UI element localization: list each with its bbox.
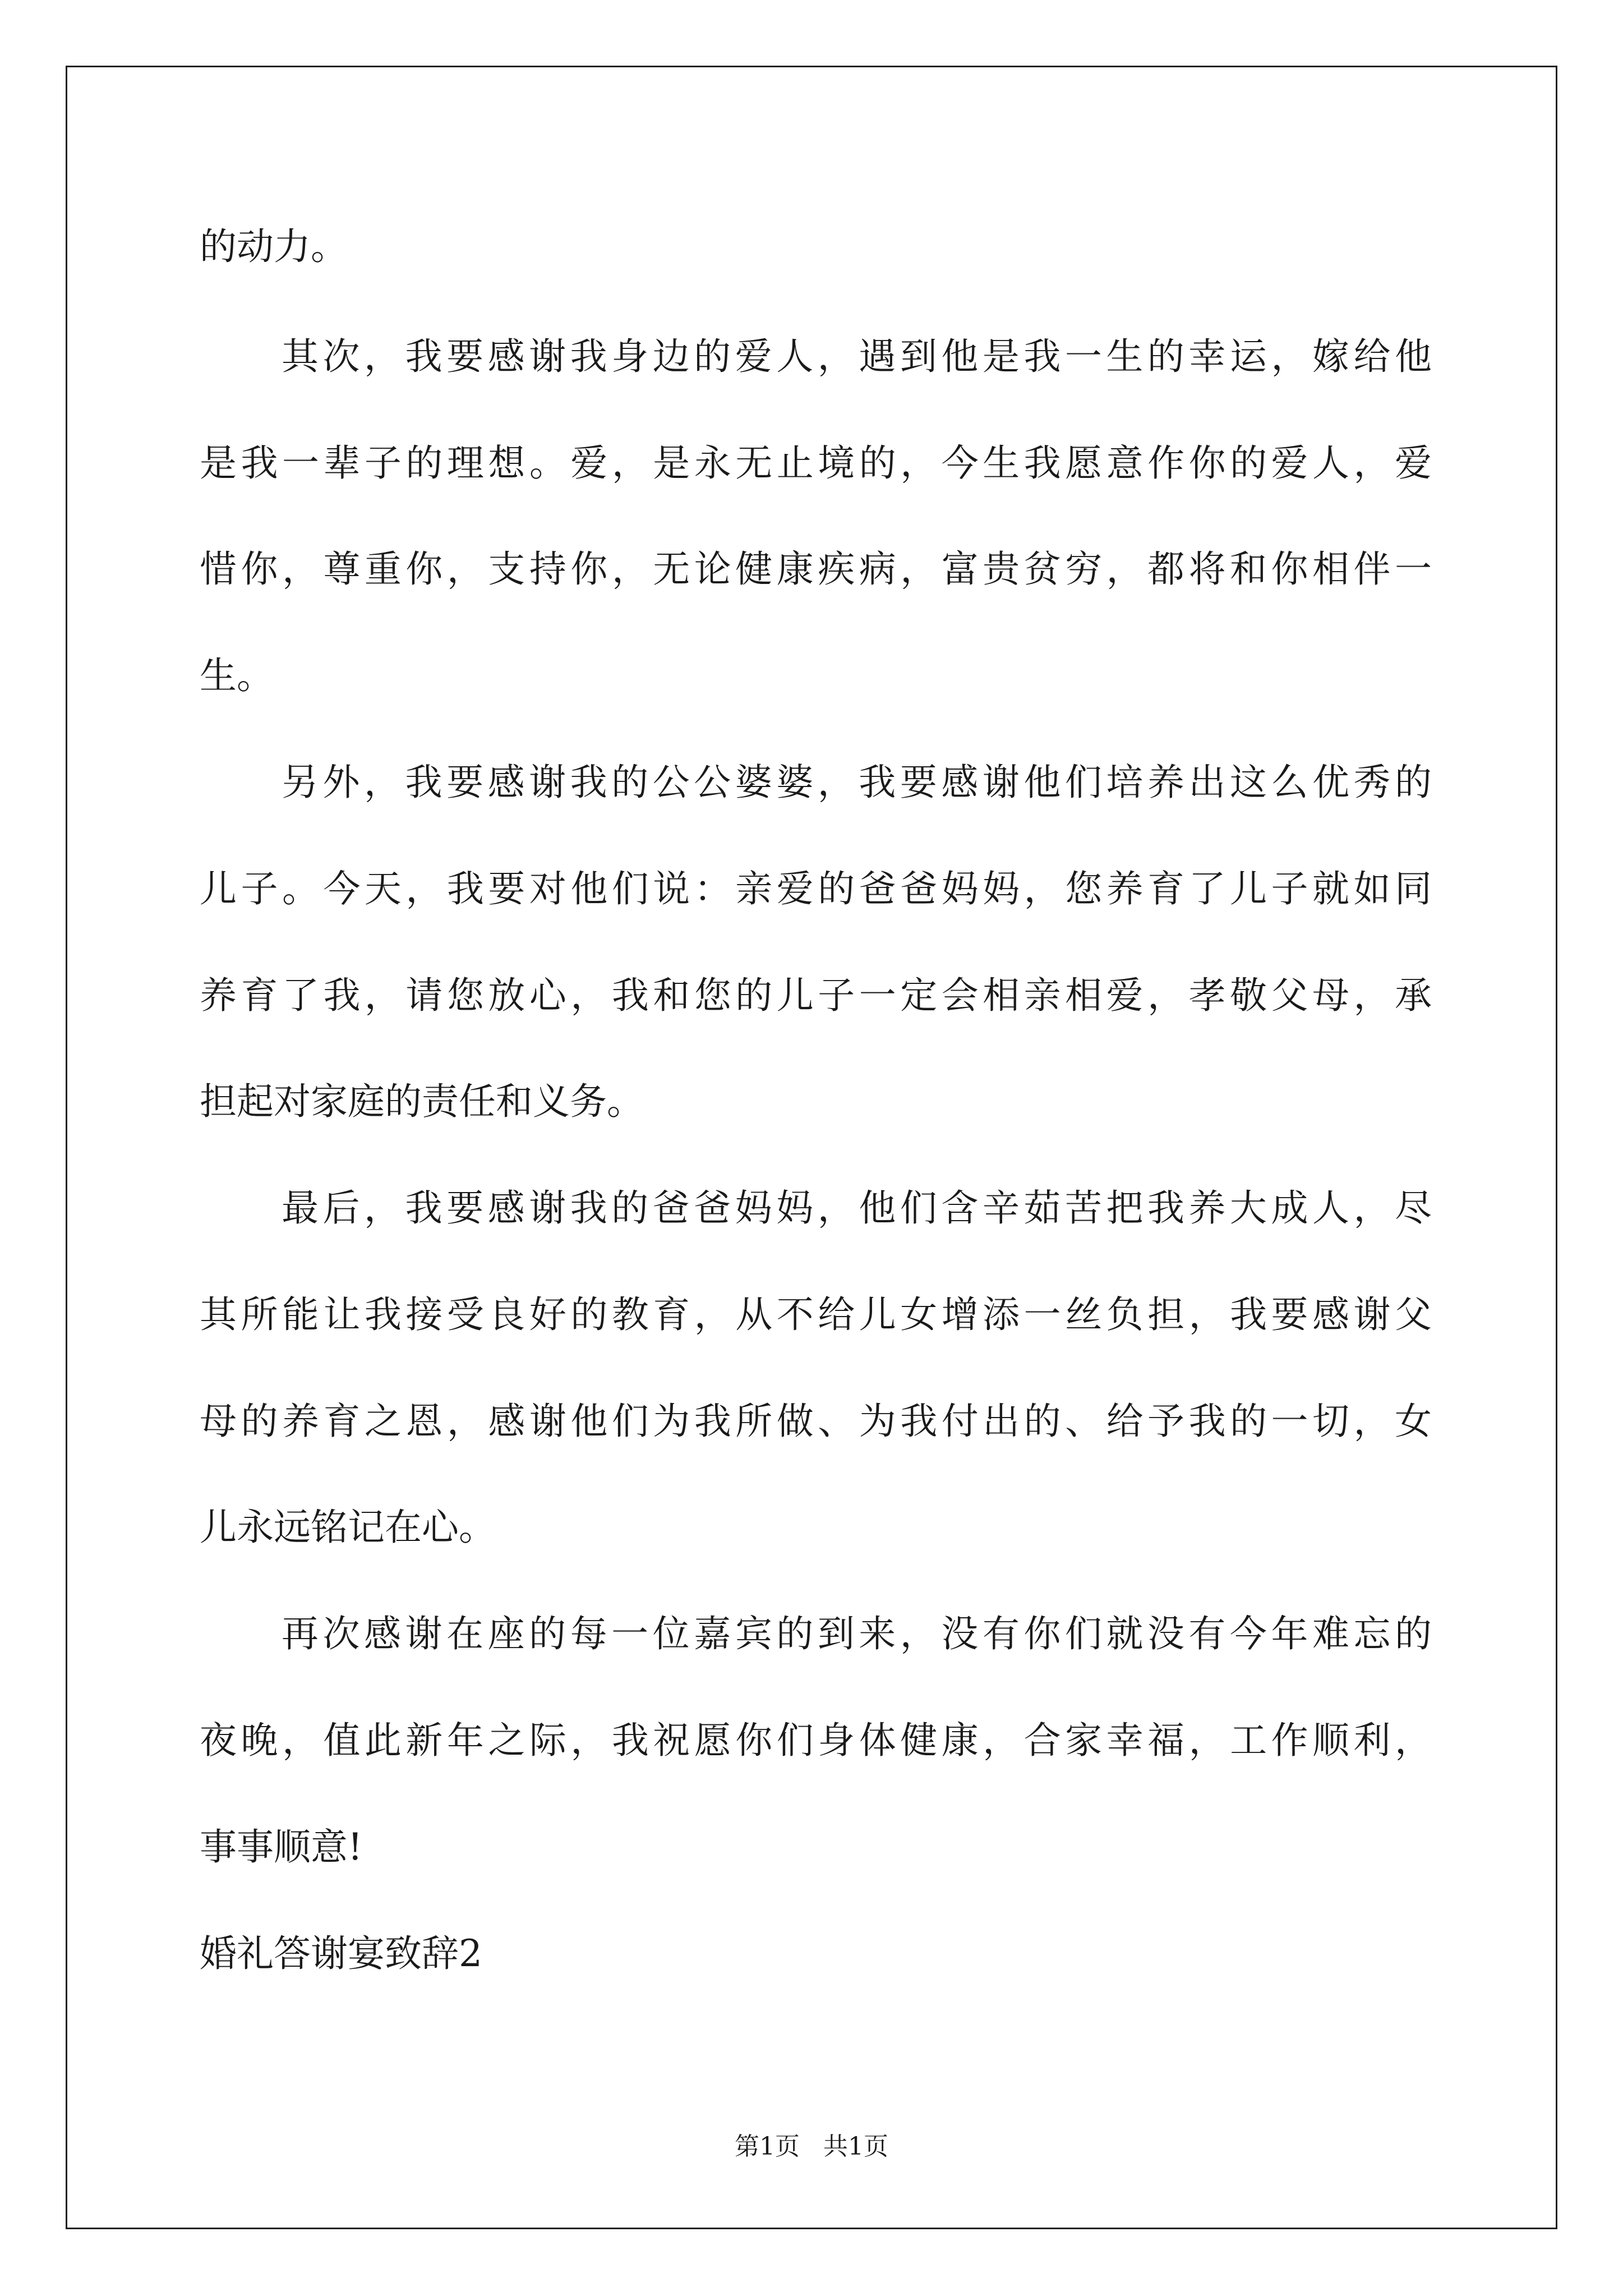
body-line: 事事顺意! bbox=[200, 1825, 363, 1869]
body-line: 儿子。今天，我要对他们说：亲爱的爸爸妈妈，您养育了儿子就如同 bbox=[200, 867, 1432, 910]
body-line: 夜晚，值此新年之际，我祝愿你们身体健康，合家幸福，工作顺利， bbox=[200, 1719, 1432, 1762]
body-line: 儿永远铭记在心。 bbox=[200, 1506, 496, 1549]
body-line: 最后，我要感谢我的爸爸妈妈，他们含辛茹苦把我养大成人，尽 bbox=[282, 1186, 1432, 1230]
body-line: 其所能让我接受良好的教育，从不给儿女增添一丝负担，我要感谢父 bbox=[200, 1293, 1432, 1336]
body-line: 另外，我要感谢我的公公婆婆，我要感谢他们培养出这么优秀的 bbox=[282, 761, 1432, 804]
body-line: 其次，我要感谢我身边的爱人，遇到他是我一生的幸运，嫁给他 bbox=[282, 335, 1432, 378]
body-line: 生。 bbox=[200, 654, 274, 697]
body-line: 担起对家庭的责任和义务。 bbox=[200, 1080, 644, 1123]
page-number: 第1页 共1页 bbox=[735, 2132, 888, 2161]
body-line: 母的养育之恩，感谢他们为我所做、为我付出的、给予我的一切，女 bbox=[200, 1400, 1432, 1443]
body-line: 再次感谢在座的每一位嘉宾的到来，没有你们就没有今年难忘的 bbox=[282, 1612, 1432, 1655]
page-border bbox=[66, 66, 1557, 2229]
body-line: 惜你，尊重你，支持你，无论健康疾病，富贵贫穷，都将和你相伴一 bbox=[200, 547, 1432, 591]
body-line: 是我一辈子的理想。爱，是永无止境的，今生我愿意作你的爱人，爱 bbox=[200, 441, 1432, 485]
section-heading: 婚礼答谢宴致辞2 bbox=[200, 1932, 482, 1975]
body-line: 养育了我，请您放心，我和您的儿子一定会相亲相爱，孝敬父母，承 bbox=[200, 974, 1432, 1017]
body-line: 的动力。 bbox=[200, 225, 348, 268]
